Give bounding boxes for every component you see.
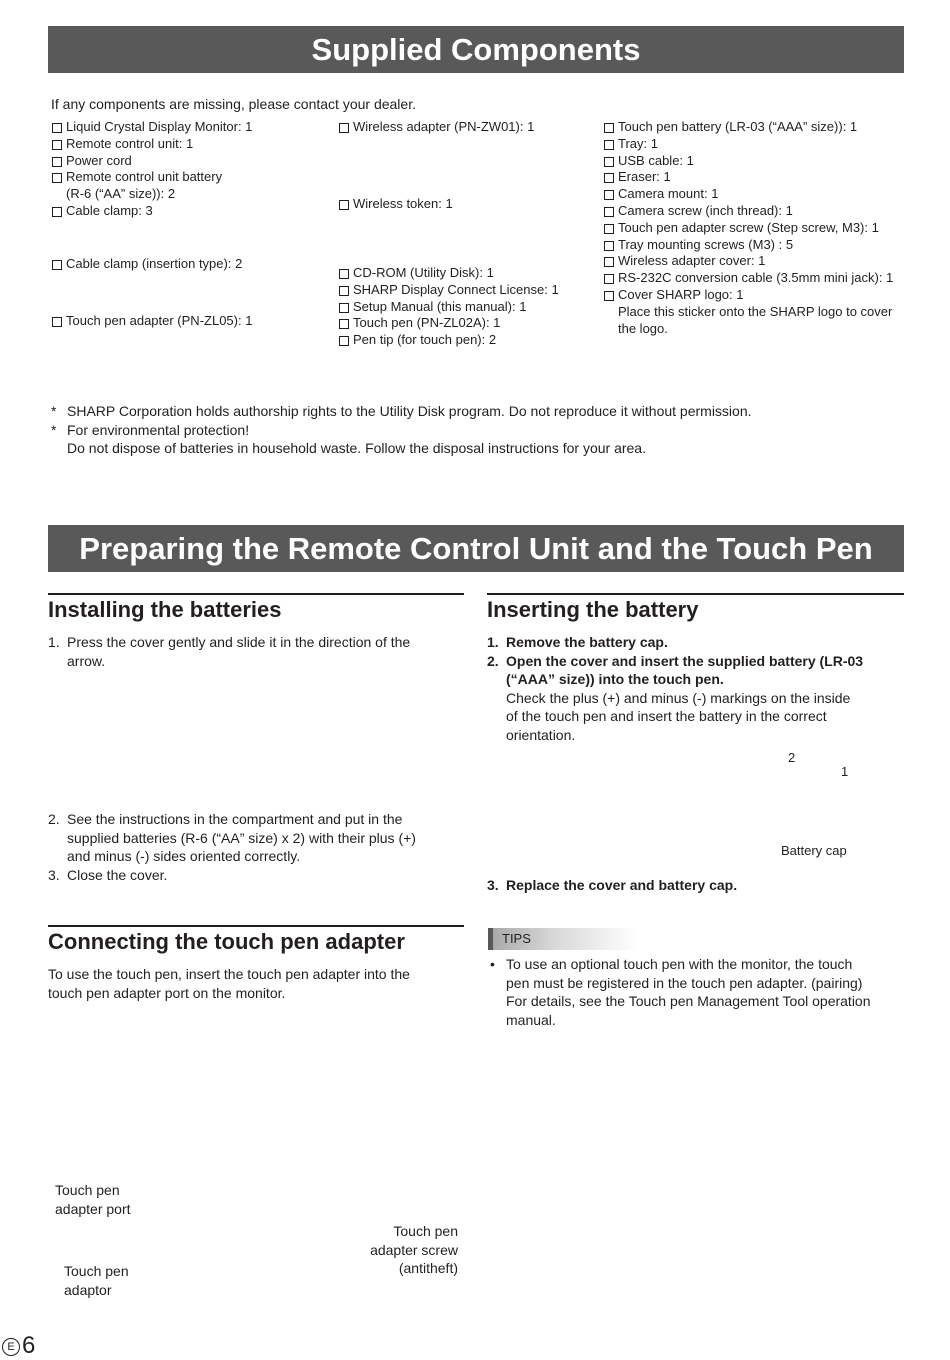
component-item: Liquid Crystal Display Monitor: 1	[51, 119, 252, 136]
inserting-step-3: 3. Replace the cover and battery cap.	[487, 877, 738, 893]
checkbox-icon	[339, 286, 349, 296]
heading-connecting-adapter: Connecting the touch pen adapter	[48, 925, 464, 955]
note-item: * SHARP Corporation holds authorship rights to the Utility Disk program. Do not reproduce it without permission.	[51, 403, 752, 419]
component-item-cont: Place this sticker onto the SHARP logo to cover	[618, 303, 893, 319]
checkbox-icon	[339, 269, 349, 279]
heading-installing-batteries: Installing the batteries	[48, 593, 464, 623]
component-item-cont: the logo.	[618, 320, 668, 336]
component-item: Wireless adapter (PN-ZW01): 1	[338, 119, 534, 136]
components-col-2c	[338, 265, 559, 349]
checkbox-icon	[339, 123, 349, 133]
checkbox-icon	[604, 274, 614, 284]
checkbox-icon	[339, 200, 349, 210]
note-item-cont: Do not dispose of batteries in household waste. Follow the disposal instructions for your area.	[67, 440, 646, 456]
checkbox-icon	[339, 319, 349, 329]
component-item: Wireless adapter cover: 1	[603, 253, 893, 270]
component-item: SHARP Display Connect License: 1	[338, 282, 559, 299]
component-item: RS-232C conversion cable (3.5mm mini jack): 1	[603, 270, 893, 287]
component-item: Tray: 1	[603, 136, 893, 153]
installing-step-1: 1. Press the cover gently and slide it in the direction of the arrow.	[48, 634, 411, 669]
component-item: Eraser: 1	[603, 169, 893, 186]
checkbox-icon	[339, 303, 349, 313]
heading-inserting-battery: Inserting the battery	[487, 593, 904, 623]
component-item: Touch pen battery (LR-03 (“AAA” size)): 1	[603, 119, 893, 136]
component-item: Wireless token: 1	[338, 196, 453, 213]
component-item: Remote control unit: 1	[51, 136, 252, 153]
component-item: USB cable: 1	[603, 153, 893, 170]
components-col-2b	[338, 196, 453, 213]
installing-steps-2-3: 2. See the instructions in the compartment and put in the supplied batteries (R-6 (“AA” size) x 2) with their plus (+) and minus (-) sides oriented correctly. 3. Close the cover.	[48, 811, 416, 883]
tips-content: • To use an optional touch pen with the monitor, the touch pen must be registered in the touch pen adapter. (pairing) For details, see the Touch pen Management Tool operation manual.	[490, 956, 871, 1028]
component-item: Tray mounting screws (M3) : 5	[603, 237, 893, 254]
checkbox-icon	[604, 173, 614, 183]
component-item: Cable clamp (insertion type): 2	[51, 256, 242, 273]
component-item: Touch pen adapter screw (Step screw, M3): 1	[603, 220, 893, 237]
checkbox-icon	[52, 317, 62, 327]
inserting-steps: 1. Remove the battery cap. 2. Open the cover and insert the supplied battery (LR-03 (“AAA” size)) into the touch pen. Check the plus (+) and minus (-) markings on the inside of the touch pen and insert the battery in the correct orientation.	[487, 634, 864, 743]
note-item: * For environmental protection!	[51, 421, 250, 438]
checkbox-icon	[604, 291, 614, 301]
checkbox-icon	[604, 257, 614, 267]
checkbox-icon	[604, 190, 614, 200]
components-col-1c	[51, 313, 252, 330]
components-col-2	[338, 119, 534, 136]
checkbox-icon	[52, 260, 62, 270]
adaptor-label: Touch pen adaptor	[64, 1263, 129, 1298]
pen-label-1: 1	[841, 764, 849, 779]
checkbox-icon	[52, 157, 62, 167]
component-item: Camera mount: 1	[603, 186, 893, 203]
notes	[51, 402, 752, 458]
component-item: Power cord	[51, 153, 252, 170]
connecting-text: To use the touch pen, insert the touch pen adapter into the touch pen adapter port on the monitor.	[48, 966, 410, 1001]
checkbox-icon	[604, 241, 614, 251]
component-item: Remote control unit battery	[51, 169, 252, 186]
checkbox-icon	[604, 157, 614, 167]
language-badge: E	[2, 1338, 20, 1356]
checkbox-icon	[52, 140, 62, 150]
tips-label: TIPS	[502, 931, 531, 946]
page-number: 6	[22, 1332, 36, 1359]
checkbox-icon	[604, 224, 614, 234]
checkbox-icon	[604, 207, 614, 217]
adapter-port-label: Touch pen adapter port	[55, 1182, 131, 1217]
component-item: CD-ROM (Utility Disk): 1	[338, 265, 559, 282]
checkbox-icon	[52, 123, 62, 133]
component-item: Touch pen adapter (PN-ZL05): 1	[51, 313, 252, 330]
component-item: Cable clamp: 3	[51, 203, 252, 220]
section-title-preparing: Preparing the Remote Control Unit and the Touch Pen	[48, 525, 904, 572]
checkbox-icon	[52, 207, 62, 217]
component-item-cont: (R-6 (“AA” size)): 2	[66, 186, 176, 202]
checkbox-icon	[52, 173, 62, 183]
components-col-1	[51, 119, 252, 220]
pen-label-2: 2	[788, 750, 796, 765]
intro-text: If any components are missing, please contact your dealer.	[51, 96, 416, 112]
section-title-supplied: Supplied Components	[48, 26, 904, 73]
component-item: Pen tip (for touch pen): 2	[338, 332, 559, 349]
components-col-1b	[51, 256, 242, 273]
tips-header	[488, 928, 638, 950]
component-item: Setup Manual (this manual): 1	[338, 299, 559, 316]
checkbox-icon	[604, 123, 614, 133]
component-item: Touch pen (PN-ZL02A): 1	[338, 315, 559, 332]
battery-cap-label: Battery cap	[781, 843, 847, 858]
adapter-screw-label: Touch pen adapter screw (antitheft)	[370, 1223, 458, 1276]
checkbox-icon	[339, 336, 349, 346]
tips-bar	[488, 928, 493, 950]
component-item: Camera screw (inch thread): 1	[603, 203, 893, 220]
checkbox-icon	[604, 140, 614, 150]
component-item: Cover SHARP logo: 1	[603, 287, 893, 304]
components-col-3	[603, 119, 893, 337]
